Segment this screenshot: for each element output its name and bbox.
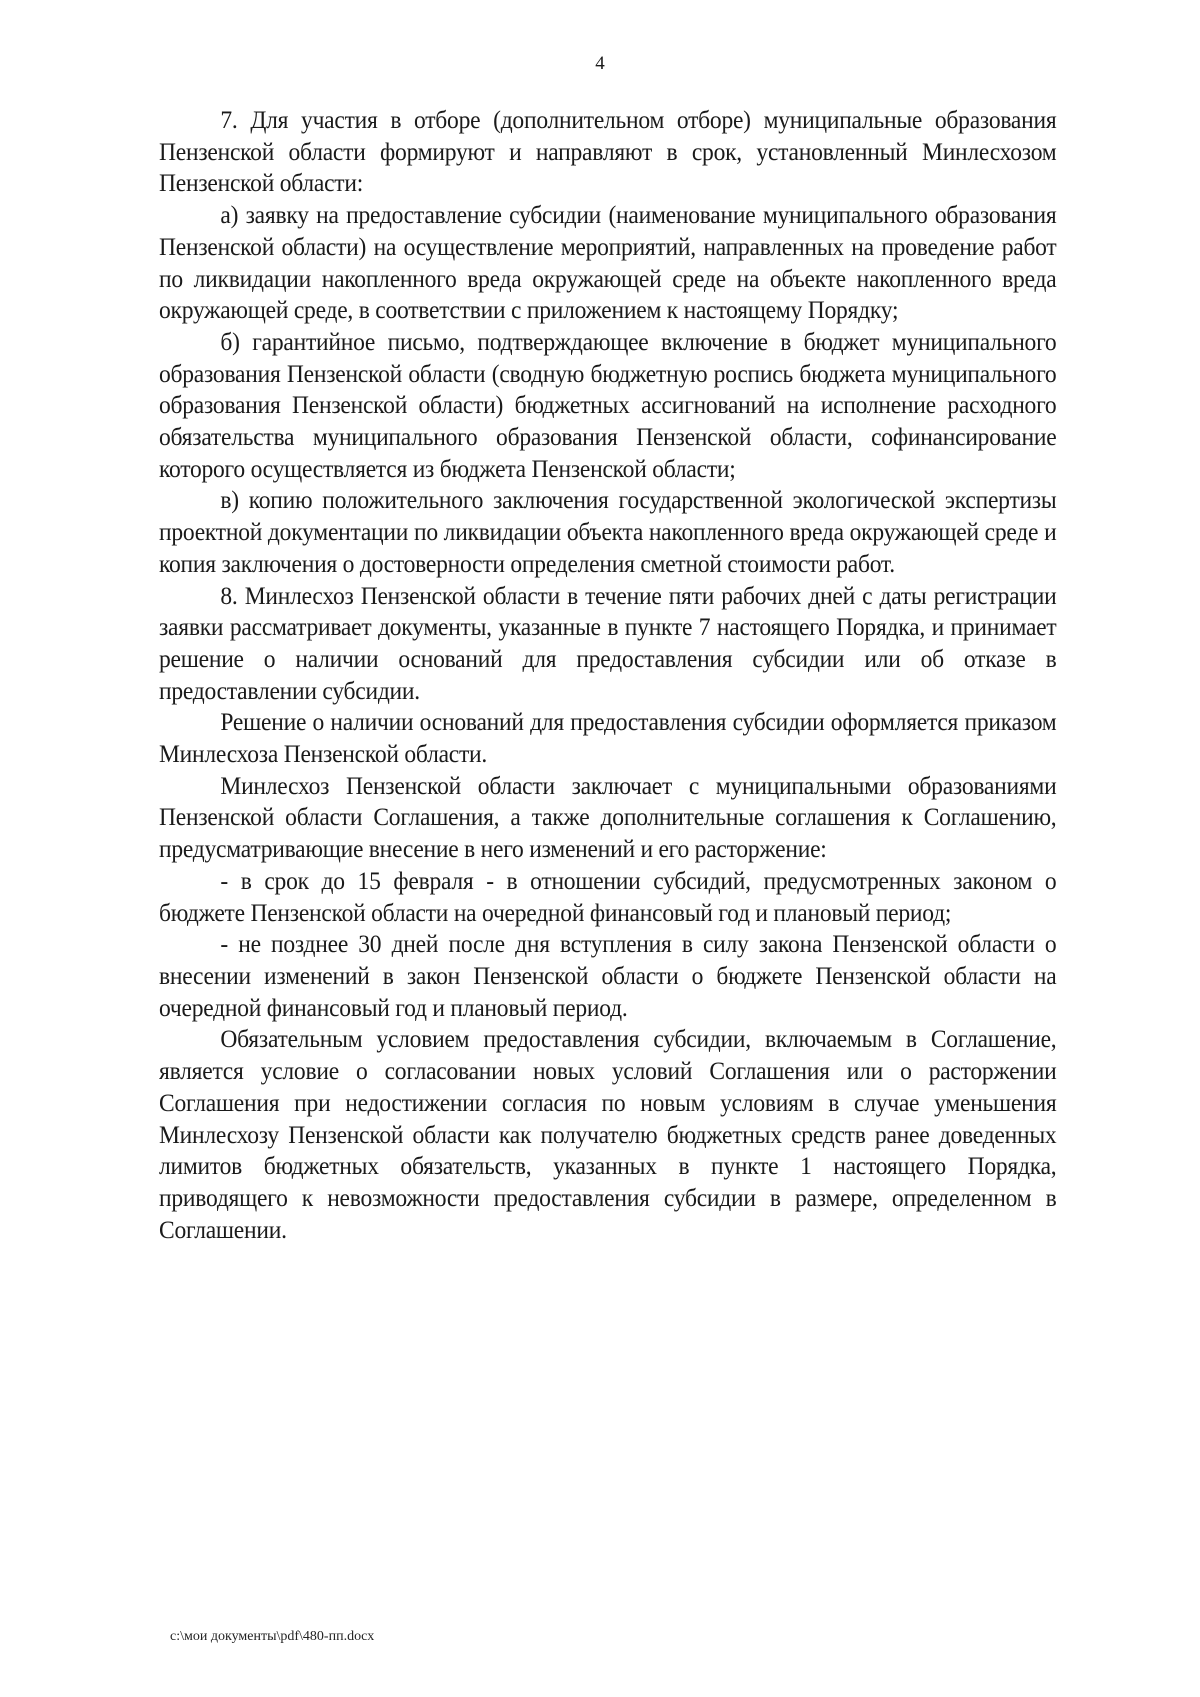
paragraph-item-8: 8. Минлесхоз Пензенской области в течение пяти рабочих дней с даты регистрации заявки рассматривает документы, указанные в пункте 7 настоящего Порядка, и принимает решение о наличии оснований для предоставления субсидии или об отказе в предоставлении субсидии. bbox=[159, 581, 1057, 705]
paragraph-deadline-30-days: - не позднее 30 дней после дня вступления в силу закона Пензенской области о внесении изменений в закон Пензенской области о бюджете Пензенской области на очередной финансовый год и плановый период. bbox=[159, 930, 1057, 1022]
paragraph-deadline-feb-15: - в срок до 15 февраля - в отношении субсидий, предусмотренных законом о бюджете Пензенской области на очередной финансовый год и плановый период; bbox=[159, 866, 1057, 927]
paragraph-subitem-b: б) гарантийное письмо, подтверждающее включение в бюджет муниципального образования Пензенской области (сводную бюджетную роспись бюджета муниципального образования Пензенской области) бюджетных ассигнований на исполнение расходного обязательства муниципального образования Пензенской области, софинансирование которого осуществляется из бюджета Пензенской области; bbox=[159, 327, 1057, 483]
paragraph-item-7: 7. Для участия в отборе (дополнительном отборе) муниципальные образования Пензенской области формируют и направляют в срок, установленный Минлесхозом Пензенской области: bbox=[159, 106, 1057, 198]
paragraph-subitem-v: в) копию положительного заключения государственной экологической экспертизы проектной документации по ликвидации объекта накопленного вреда окружающей среде и копия заключения о достоверности определения сметной стоимости работ. bbox=[159, 486, 1057, 578]
paragraph-agreements: Минлесхоз Пензенской области заключает с муниципальными образованиями Пензенской области Соглашения, а также дополнительные соглашения к Соглашению, предусматривающие внесение в него изменений и его расторжение: bbox=[159, 771, 1057, 864]
page-number: 4 bbox=[595, 53, 605, 74]
paragraph-mandatory-condition: Обязательным условием предоставления субсидии, включаемым в Соглашение, является условие о согласовании новых условий Соглашения или о расторжении Соглашения при недостижении согласия по новым условиям в случае уменьшения Минлесхозу Пензенской области как получателю бюджетных средств ранее доведенных лимитов бюджетных обязательств, указанных в пункте 1 настоящего Порядка, приводящего к невозможности предоставления субсидии в размере, определенном в Соглашении. bbox=[159, 1025, 1057, 1244]
document-body bbox=[159, 105, 1057, 1246]
paragraph-decision: Решение о наличии оснований для предоставления субсидии оформляется приказом Минлесхоза Пензенской области. bbox=[159, 708, 1057, 769]
footer-file-path: c:\мои документы\pdf\480-пп.docx bbox=[170, 1629, 375, 1644]
paragraph-subitem-a: а) заявку на предоставление субсидии (наименование муниципального образования Пензенской области) на осуществление мероприятий, направленных на проведение работ по ликвидации накопленного вреда окружающей среде на объекте накопленного вреда окружающей среде, в соответствии с приложением к настоящему Порядку; bbox=[159, 201, 1057, 325]
